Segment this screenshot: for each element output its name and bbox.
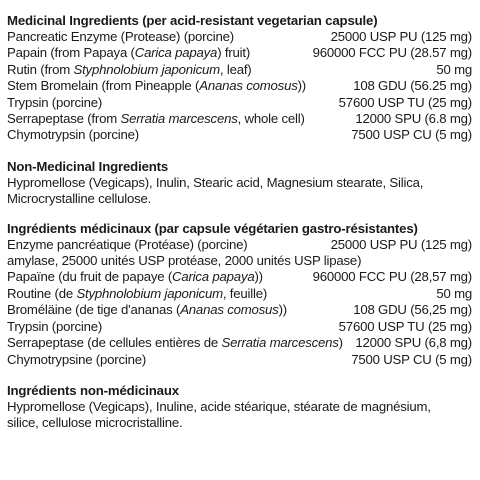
ingredient-name: Rutin (from Styphnolobium japonicum, leaf)	[7, 61, 252, 77]
section-spacer	[7, 368, 472, 383]
ingredient-name: Papaïne (du fruit de papaye (Carica papaya))	[7, 269, 263, 285]
section-spacer	[7, 208, 472, 221]
ingredient-name: Chymotrypsine (porcine)	[7, 351, 147, 367]
ingredient-dose: 7500 USP CU (5 mg)	[351, 127, 472, 143]
ingredient-name: Trypsin (porcine)	[7, 318, 103, 334]
ingredient-dose: 960000 FCC PU (28,57 mg)	[312, 269, 472, 285]
medicinal-ingredients-list	[7, 29, 472, 144]
ingredient-row	[7, 62, 472, 78]
dot-leader	[106, 106, 336, 107]
ingredient-row	[7, 45, 472, 61]
ingredients-medicinaux-list	[7, 237, 472, 368]
ingredient-name: Broméläine (de tige d'ananas (Ananas comosus))	[7, 302, 287, 318]
ingredient-name: Pancreatic Enzyme (Protease) (porcine)	[7, 29, 234, 44]
ingredient-row	[7, 237, 472, 253]
ingredient-name: Trypsin (porcine)	[7, 94, 103, 110]
ingredient-row	[7, 95, 472, 111]
ingredient-row	[7, 269, 472, 285]
section-spacer	[7, 144, 472, 159]
dot-leader	[309, 122, 353, 123]
dot-leader	[251, 248, 327, 249]
ingredient-dose: 12000 SPU (6.8 mg)	[355, 111, 472, 127]
ingredient-dose: 7500 USP CU (5 mg)	[351, 351, 472, 367]
ingredient-name: Papain (from Papaya (Carica papaya) fruit)	[7, 45, 251, 61]
dot-leader	[267, 280, 310, 281]
dot-leader	[238, 40, 328, 41]
medicinal-ingredients-heading: Medicinal Ingredients (per acid-resistant vegetarian capsule)	[7, 13, 378, 28]
ingredient-dose: 57600 USP TU (25 mg)	[338, 94, 472, 110]
dot-leader	[256, 73, 434, 74]
dot-leader	[150, 363, 348, 364]
ingredients-non-medicinaux-text: Hypromellose (Vegicaps), Inuline, acide stéarique, stéarate de magnésium,	[7, 398, 431, 414]
ingredient-row	[7, 335, 472, 351]
dot-leader	[310, 89, 350, 90]
ingredient-row	[7, 319, 472, 335]
ingredient-dose: 50 mg	[436, 285, 472, 301]
ingredient-dose: 57600 USP TU (25 mg)	[338, 318, 472, 334]
dot-leader	[106, 330, 336, 331]
dot-leader	[143, 138, 348, 139]
ingredient-continuation: amylase, 25000 unités USP protéase, 2000 unités USP lipase)	[7, 253, 362, 269]
ingredient-dose: 960000 FCC PU (28.57 mg)	[312, 45, 472, 61]
dot-leader	[254, 56, 310, 57]
ingredient-row	[7, 78, 472, 94]
ingredient-dose: 108 GDU (56.25 mg)	[353, 78, 472, 94]
ingredients-non-medicinaux-heading: Ingrédients non-médicinaux	[7, 382, 179, 398]
non-medicinal-ingredients-text: Hypromellose (Vegicaps), Inulin, Stearic acid, Magnesium stearate, Silica,	[7, 174, 424, 190]
dot-leader	[347, 346, 353, 347]
ingredient-dose: 25000 USP PU (125 mg)	[330, 29, 472, 44]
ingredient-name: Enzyme pancréatique (Protéase) (porcine)	[7, 236, 248, 252]
ingredients-non-medicinaux-text: silice, cellulose microcristalline.	[7, 415, 183, 431]
ingredient-dose: 108 GDU (56,25 mg)	[353, 302, 472, 318]
ingredient-row	[7, 352, 472, 368]
ingredient-name: Stem Bromelain (from Pineapple (Ananas comosus))	[7, 78, 306, 94]
ingredient-row	[7, 127, 472, 143]
ingredient-name: Serrapeptase (de cellules entières de Serratia marcescens)	[7, 335, 343, 351]
non-medicinal-ingredients-heading: Non-Medicinal Ingredients	[7, 158, 169, 174]
ingredient-row	[7, 111, 472, 127]
non-medicinal-ingredients-text: Microcrystalline cellulose.	[7, 191, 152, 207]
ingredient-name: Serrapeptase (from Serratia marcescens, whole cell)	[7, 111, 305, 127]
ingredient-name: Chymotrypsin (porcine)	[7, 127, 139, 143]
dot-leader	[291, 313, 350, 314]
dot-leader	[271, 297, 433, 298]
ingredient-name: Routine (de Styphnolobium japonicum, feuille)	[7, 285, 268, 301]
ingredients-medicinaux-heading: Ingrédients médicinaux (par capsule végétarien gastro-résistantes)	[7, 220, 418, 236]
ingredient-dose: 25000 USP PU (125 mg)	[330, 236, 472, 252]
ingredient-row	[7, 302, 472, 318]
ingredient-row	[7, 286, 472, 302]
ingredient-dose: 50 mg	[436, 61, 472, 77]
ingredient-dose: 12000 SPU (6,8 mg)	[355, 335, 472, 351]
ingredient-row	[7, 29, 472, 45]
